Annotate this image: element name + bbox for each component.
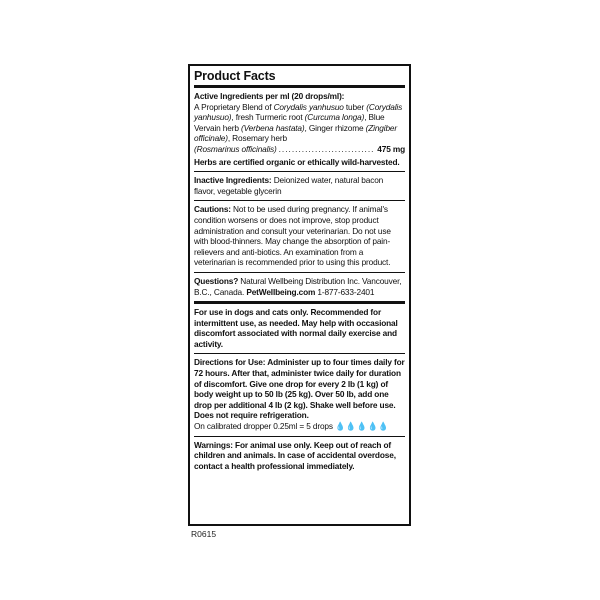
warnings-label: Warnings:	[194, 439, 233, 450]
website-link[interactable]: PetWellbeing.com	[246, 286, 316, 297]
inactive-text: Deionized water, natural bacon flavor, vegetable glycerin	[194, 175, 384, 196]
questions-text: Natural Wellbeing Distribution Inc. Vancouver, B.C., Canada.	[194, 275, 402, 297]
blend-amount: 475 mg	[377, 143, 405, 154]
blend-description	[194, 102, 405, 144]
questions-label: Questions?	[194, 275, 239, 286]
blend-part: (Verbena hastata)	[240, 122, 305, 133]
panel-title: Product Facts	[194, 66, 405, 88]
dropper-text: On calibrated dropper 0.25ml = 5 drops	[194, 421, 333, 432]
active-ingredients-heading: Active Ingredients per ml (20 drops/ml):	[194, 91, 345, 101]
usage-text: For use in dogs and cats only. Recommended for intermittent use, as needed. May help with occasional discomfort associated with normal daily exercise and activity.	[194, 307, 398, 349]
warnings-section	[194, 437, 405, 476]
dropper-row	[194, 421, 405, 432]
blend-part: (Zingiber officinale)	[194, 122, 397, 144]
leader-dots	[279, 144, 376, 155]
directions-text: Administer up to four times daily for 72 hours. After that, administer twice daily for duration of discomfort. Give one drop for every 2 lb (1 kg) of body weight up to 50 lb (25 kg). Over 50 lb, add one drop per additional 4 lb (2 kg). Shake well before use. Does not require refrigeration.	[194, 357, 405, 421]
product-facts-panel	[188, 64, 411, 526]
questions-section	[194, 273, 405, 304]
active-ingredients-section	[194, 88, 405, 172]
blend-part: tuber	[343, 101, 367, 112]
blend-part: , Rosemary herb	[227, 133, 287, 144]
blend-part: , Ginger rhizome	[304, 122, 366, 133]
blend-part: A Proprietary Blend of	[194, 101, 274, 112]
blend-part: Corydalis yanhusuo	[273, 101, 344, 112]
phone-number: 1-877-633-2401	[315, 286, 375, 297]
blend-last-part: (Rosmarinus officinalis)	[194, 143, 277, 154]
blend-part: (Curcuma longa)	[304, 112, 365, 123]
blend-part: , fresh Turmeric root	[231, 112, 305, 123]
cautions-text: Not to be used during pregnancy. If animal's condition worsens or does not improve, stop product administration and consult your veterinarian. Do not use with blood-thinners. May change the absorption of pain-relievers and anti-biotics. An examination from a veterinarian is recommended prior to using this product.	[194, 204, 391, 268]
cautions-section	[194, 201, 405, 273]
blend-amount-row	[194, 144, 405, 155]
inactive-ingredients-section	[194, 172, 405, 201]
water-drop-icon: 💧💧💧💧💧	[335, 421, 390, 432]
organic-note: Herbs are certified organic or ethically wild-harvested.	[194, 156, 400, 167]
usage-section	[194, 304, 405, 354]
cautions-label: Cautions:	[194, 204, 231, 215]
lot-code: R0615	[191, 529, 217, 539]
directions-label: Directions for Use:	[194, 357, 266, 368]
blend-part: (Corydalis yanhusuo)	[194, 101, 403, 123]
blend-part: , Blue Vervain herb	[194, 112, 385, 133]
inactive-label: Inactive Ingredients:	[194, 175, 272, 186]
directions-section	[194, 354, 405, 436]
warnings-text: For animal use only. Keep out of reach of children and animals. In case of accidental overdose, contact a health professional immediately.	[194, 439, 396, 471]
